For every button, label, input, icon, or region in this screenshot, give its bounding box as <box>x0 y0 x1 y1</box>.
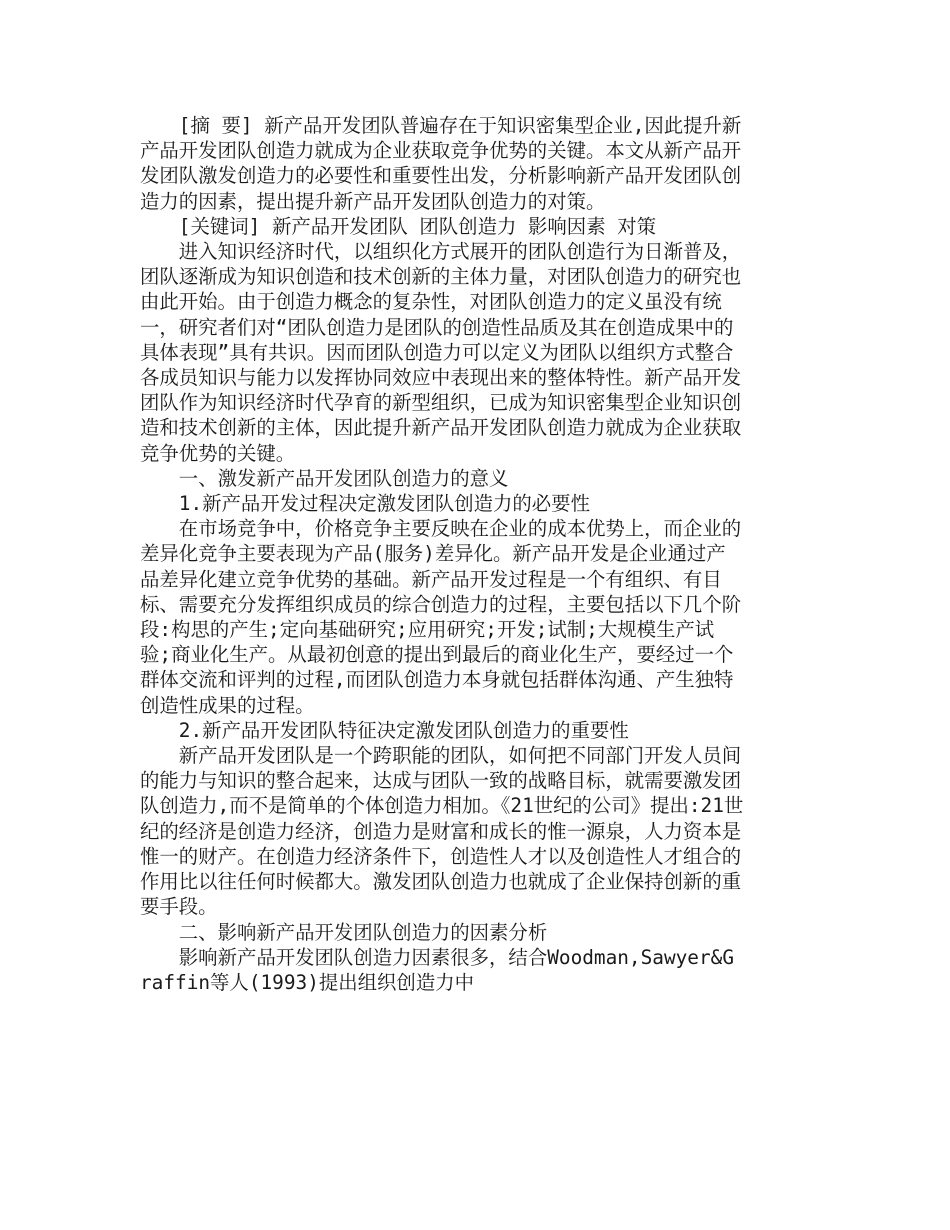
subsection-2-heading: 2.新产品开发团队特征决定激发团队创造力的重要性 <box>178 718 629 742</box>
abstract-paragraph: [摘 要] 新产品开发团队普遍存在于知识密集型企业,因此提升新产品开发团队创造力就成为企业获取竞争优势的关键。本文从新产品开发团队激发创造力的必要性和重要性出发，分析影响新产品开发团队创造力的因素，提出提升新产品开发团队创造力的对策。 <box>140 114 742 213</box>
subsection-1-heading: 1.新产品开发过程决定激发团队创造力的必要性 <box>178 492 590 516</box>
subsection-2-paragraph: 新产品开发团队是一个跨职能的团队，如何把不同部门开发人员间的能力与知识的整合起来，达成与团队一致的战略目标，就需要激发团队创造力,而不是简单的个体创造力相加。《21世纪的公司》提出:21世纪的经济是创造力经济，创造力是财富和成长的惟一源泉，人力资本是惟一的财产。在创造力经济条件下，创造性人才以及创造性人才组合的作用比以往任何时候都大。激发团队创造力也就成了企业保持创新的重要手段。 <box>140 744 744 919</box>
section-1-heading: 一、激发新产品开发团队创造力的意义 <box>178 466 509 490</box>
subsection-1-paragraph: 在市场竞争中，价格竞争主要反映在企业的成本优势上，而企业的差异化竞争主要表现为产品(服务)差异化。新产品开发是企业通过产品差异化建立竞争优势的基础。新产品开发过程是一个有组织、有目标、需要充分发挥组织成员的综合创造力的过程，主要包括以下几个阶段:构思的产生;定向基础研究;应用研究;开发;试制;大规模生产试验;商业化生产。从最初创意的提出到最后的商业化生产，要经过一个群体交流和评判的过程,而团队创造力本身就包括群体沟通、产生独特创造性成果的过程。 <box>140 517 742 717</box>
keywords-paragraph: [关键词] 新产品开发团队 团队创造力 影响因素 对策 <box>178 214 657 238</box>
section-2-heading: 二、影响新产品开发团队创造力的因素分析 <box>178 920 548 944</box>
intro-paragraph: 进入知识经济时代，以组织化方式展开的团队创造行为日渐普及，团队逐渐成为知识创造和技术创新的主体力量，对团队创造力的研究也由此开始。由于创造力概念的复杂性，对团队创造力的定义虽没有统一，研究者们对“团队创造力是团队的创造性品质及其在创造成果中的具体表现”具有共识。因而团队创造力可以定义为团队以组织方式整合各成员知识与能力以发挥协同效应中表现出来的整体特性。新产品开发团队作为知识经济时代孕育的新型组织，已成为知识密集型企业知识创造和技术创新的主体，因此提升新产品开发团队创造力就成为企业获取竞争优势的关键。 <box>140 240 742 465</box>
section-2-paragraph: 影响新产品开发团队创造力因素很多，结合Woodman,Sawyer&Graffin等人(1993)提出组织创造力中 <box>140 945 735 994</box>
document-page <box>140 113 745 995</box>
